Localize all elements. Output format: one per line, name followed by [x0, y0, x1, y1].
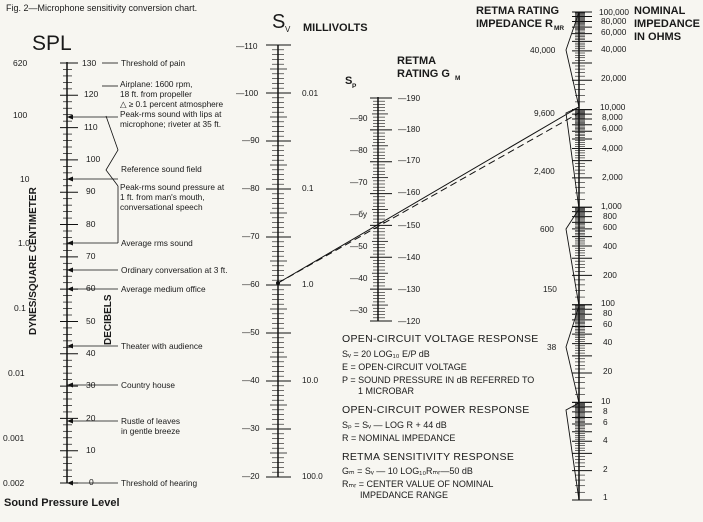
ohm-tick: 100 — [601, 298, 615, 308]
impedance-center-value: 40,000 — [530, 45, 556, 55]
sv-db-tick: —60 — [242, 279, 260, 289]
spl-annotation: Country house — [121, 380, 175, 390]
ohm-tick: 400 — [603, 241, 617, 251]
sp-left-tick: —30 — [350, 305, 368, 315]
retma-response-equation: Gₘ = Sᵥ — 10 LOG₁₀Rₘᵣ—50 dB — [342, 466, 473, 476]
ohm-tick: 10,000 — [600, 102, 626, 112]
spl-db-tick: 90 — [86, 186, 96, 196]
ohm-tick: 8,000 — [602, 112, 623, 122]
voltage-response-equation: Sᵥ = 20 LOG₁₀ E/P dB — [342, 349, 430, 359]
voltage-response-definition: 1 MICROBAR — [358, 386, 415, 396]
ohm-tick: 100,000 — [599, 7, 629, 17]
voltage-response-definition: E = OPEN-CIRCUIT VOLTAGE — [342, 362, 467, 372]
example-solid-line — [278, 107, 579, 283]
dynes-axis-label: DYNES/SQUARE CENTIMETER — [28, 187, 39, 335]
ohm-tick: 60,000 — [601, 27, 627, 37]
spl-db-tick: 20 — [86, 413, 96, 423]
spl-db-tick: 130 — [82, 58, 97, 68]
ohm-tick: 4 — [603, 435, 608, 445]
ohm-tick: 1,000 — [601, 201, 622, 211]
ohm-tick: 40 — [603, 337, 613, 347]
figure-caption: Fig. 2—Microphone sensitivity conversion chart. — [6, 3, 198, 13]
gm-tick: —190 — [398, 93, 421, 103]
ohm-tick: 6,000 — [602, 123, 623, 133]
ohm-tick: 60 — [603, 319, 613, 329]
sp-left-tick: —80 — [350, 145, 368, 155]
sv-db-tick: —90 — [242, 135, 260, 145]
sp-left-tick: —40 — [350, 273, 368, 283]
gm-tick: —160 — [398, 187, 421, 197]
gm-tick: —130 — [398, 284, 421, 294]
sv-db-tick: —50 — [242, 327, 260, 337]
impedance-ticks — [572, 12, 592, 500]
ohm-tick: 80 — [603, 308, 613, 318]
spl-minor-ticks — [60, 63, 78, 483]
sp-left-tick: —90 — [350, 113, 368, 123]
ohm-tick: 20,000 — [601, 73, 627, 83]
impedance-subscript: MR — [554, 25, 565, 32]
spl-db-tick: 30 — [86, 380, 96, 390]
ohm-tick: 10 — [601, 396, 611, 406]
spl-db-tick: 0 — [89, 477, 94, 487]
spl-db-tick: 110 — [84, 122, 98, 132]
sv-db-tick: —20 — [242, 471, 260, 481]
example-dashed-line — [278, 113, 579, 283]
nominal-line1: NOMINAL — [634, 5, 686, 17]
ohm-tick: 800 — [603, 211, 617, 221]
sp-left-tick: —70 — [350, 177, 368, 187]
voltage-response-heading: OPEN-CIRCUIT VOLTAGE RESPONSE — [342, 333, 539, 345]
dyne-tick: 100 — [13, 110, 28, 120]
ohm-tick: 200 — [603, 270, 617, 280]
spl-annotation: 1 ft. from man's mouth, — [120, 192, 205, 202]
ohm-tick: 1 — [603, 492, 608, 502]
sv-mv-tick: 1.0 — [302, 279, 314, 289]
spl-annotation: △ ≥ 0.1 percent atmosphere — [120, 99, 224, 109]
spl-annotation: Peak-rms sound with lips at — [120, 109, 222, 119]
spl-annotation: microphone; riveter at 35 ft. — [120, 119, 221, 129]
sv-mv-tick: 10.0 — [302, 375, 319, 385]
spl-annotation: Peak-rms sound pressure at — [120, 182, 225, 192]
sv-db-tick: —70 — [242, 231, 260, 241]
dyne-tick: 0.01 — [8, 368, 25, 378]
sv-db-tick: —30 — [242, 423, 260, 433]
example-pivot-point — [276, 281, 280, 285]
ohm-tick: 8 — [603, 406, 608, 416]
ohm-tick: 40,000 — [601, 44, 627, 54]
retma-response-heading: RETMA SENSITIVITY RESPONSE — [342, 451, 515, 463]
impedance-center-value: 38 — [547, 342, 557, 352]
impedance-title-line1: RETMA RATING — [476, 5, 560, 17]
ohm-tick: 80,000 — [601, 16, 627, 26]
sv-units-label: MILLIVOLTS — [303, 22, 368, 34]
sp-left-tick: —бу — [350, 209, 368, 219]
spl-title: SPL — [32, 32, 72, 55]
impedance-title-line2: IMPEDANCE R — [476, 18, 554, 30]
sv-mv-tick: 0.1 — [302, 183, 314, 193]
sv-mv-tick: 0.01 — [302, 88, 319, 98]
spl-annotation: conversational speech — [120, 202, 203, 212]
gm-title-line1: RETMA — [397, 55, 437, 67]
spl-annotation: Threshold of hearing — [121, 478, 198, 488]
impedance-center-value: 150 — [543, 284, 557, 294]
decibels-axis-label: DECIBELS — [103, 294, 114, 345]
gm-tick: —170 — [398, 155, 421, 165]
power-response-equation: Sₚ = Sᵥ — LOG R + 44 dB — [342, 420, 447, 430]
spl-annotation: Airplane: 1600 rpm, — [120, 79, 193, 89]
nominal-line2: IMPEDANCE — [634, 18, 701, 30]
dyne-tick: 0.1 — [14, 303, 26, 313]
spl-annotation: Rustle of leaves — [121, 416, 181, 426]
spl-annotation: Reference sound field — [121, 164, 202, 174]
impedance-center-value: 600 — [540, 224, 554, 234]
spl-annotation: Average rms sound — [121, 238, 193, 248]
dyne-tick: 1.0 — [18, 238, 30, 248]
ohm-tick: 6 — [603, 417, 608, 427]
ohm-tick: 2,000 — [602, 172, 623, 182]
sp-ticks — [370, 98, 392, 321]
voltage-response-definition: P = SOUND PRESSURE IN dB REFERRED TO — [342, 375, 535, 385]
gm-subscript: M — [455, 75, 461, 82]
spl-db-tick: 80 — [86, 219, 96, 229]
sv-db-tick: —40 — [242, 375, 260, 385]
sp-left-tick: —50 — [350, 241, 368, 251]
spl-annotation: 18 ft. from propeller — [120, 89, 192, 99]
spl-annotation: Ordinary conversation at 3 ft. — [121, 265, 228, 275]
spl-db-tick: 100 — [86, 154, 101, 164]
spl-db-tick: 40 — [86, 348, 96, 358]
sv-title: S — [272, 11, 286, 33]
spl-arrowheads — [67, 115, 73, 486]
spl-db-tick: 70 — [86, 251, 96, 261]
spl-db-tick: 10 — [86, 445, 96, 455]
gm-tick: —150 — [398, 220, 421, 230]
sp-subscript: P — [352, 83, 357, 90]
spl-annotation: Average medium office — [121, 284, 206, 294]
sv-db-tick: —110 — [236, 41, 258, 51]
dyne-tick: 10 — [20, 174, 30, 184]
dyne-tick: 0.001 — [3, 433, 25, 443]
impedance-center-value: 9,600 — [534, 108, 555, 118]
gm-tick: —120 — [398, 316, 421, 326]
spl-annotation: in gentle breeze — [121, 426, 181, 436]
spl-db-tick: 60 — [86, 283, 96, 293]
sv-db-tick: —100 — [236, 88, 259, 98]
spl-db-tick: 120 — [84, 89, 99, 99]
spl-db-tick: 50 — [86, 316, 96, 326]
nominal-line3: IN OHMS — [634, 31, 682, 43]
spl-annotation: Theater with audience — [121, 341, 203, 351]
power-response-heading: OPEN-CIRCUIT POWER RESPONSE — [342, 404, 530, 416]
ohm-tick: 20 — [603, 366, 613, 376]
dyne-tick: 0.002 — [3, 478, 25, 488]
sp-title: S — [345, 75, 353, 87]
ohm-tick: 2 — [603, 464, 608, 474]
gm-tick: —140 — [398, 252, 421, 262]
sv-subscript: V — [285, 25, 291, 34]
power-response-definition: R = NOMINAL IMPEDANCE — [342, 433, 456, 443]
retma-response-definition: IMPEDANCE RANGE — [360, 490, 449, 500]
impedance-center-value: 2,400 — [534, 166, 555, 176]
gm-title-line2: RATING G — [397, 68, 450, 80]
spl-footer: Sound Pressure Level — [4, 497, 120, 509]
ohm-tick: 4,000 — [602, 143, 623, 153]
gm-tick: —180 — [398, 124, 421, 134]
sv-mv-tick: 100.0 — [302, 471, 323, 481]
dyne-tick: 620 — [13, 58, 28, 68]
ohm-tick: 600 — [603, 222, 617, 232]
spl-annotation: Threshold of pain — [121, 58, 186, 68]
sv-db-tick: —80 — [242, 183, 260, 193]
retma-response-definition: Rₘᵣ = CENTER VALUE OF NOMINAL — [342, 479, 494, 489]
